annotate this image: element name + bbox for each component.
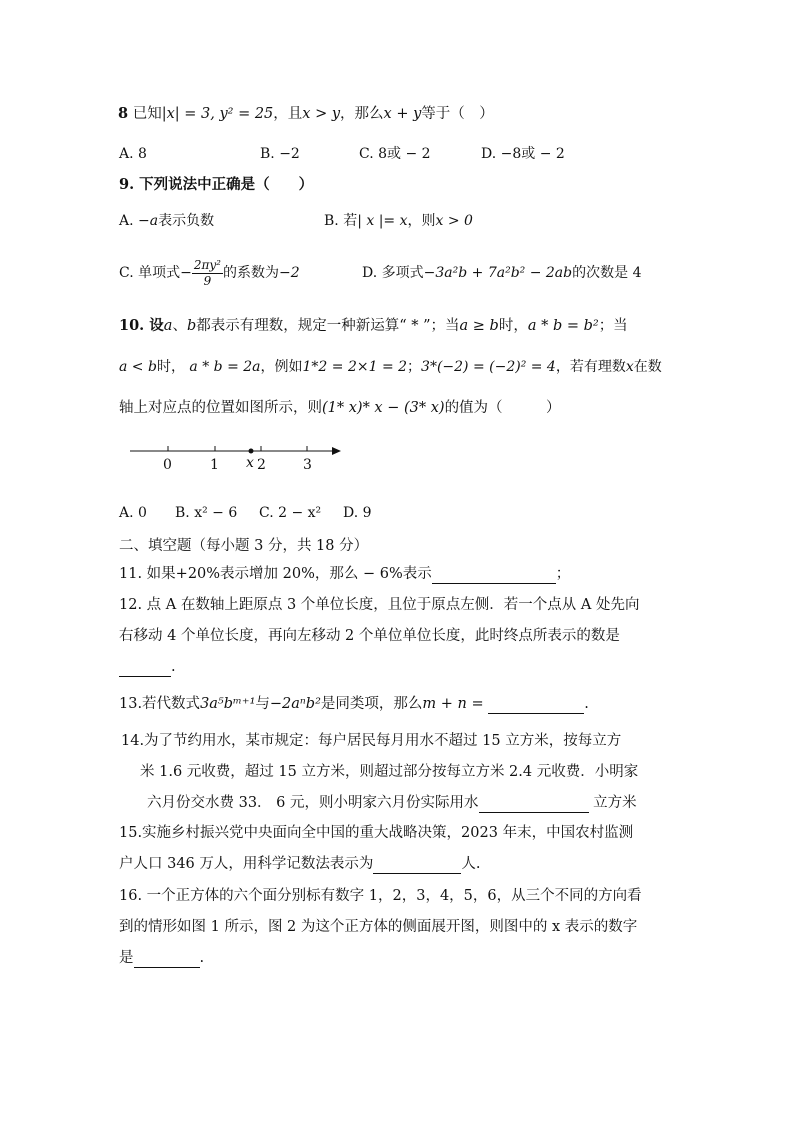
q8-option-a: A. 8 <box>119 146 147 162</box>
q10-option-c: C. 2 − x² <box>259 505 322 521</box>
q12-line-2: 右移动 4 个单位长度，再向左移动 2 个单位单位长度，此时终点所表示的数是 <box>119 628 620 644</box>
q12-line-1: 12. 点 A 在数轴上距原点 3 个单位长度，且位于原点左侧．若一个点从 A 处先向 <box>119 597 640 613</box>
q8-option-c: C. 8或 − 2 <box>359 146 431 162</box>
q9-stem: 9. 下列说法中正确是（ ） <box>119 176 314 193</box>
q9-option-c-value: −2 <box>278 265 300 281</box>
q10-line-2-a: 时， <box>156 359 185 375</box>
q16-line-3-b: . <box>199 950 205 966</box>
q10-line-3-b: 的值为（ ） <box>444 400 561 416</box>
numline-label-3: 3 <box>303 457 312 473</box>
q8-text-2: ，且 <box>273 106 303 122</box>
q13-tail: . <box>584 696 589 712</box>
q10-line-3 <box>119 398 561 418</box>
q9-option-d-math: −3a²b + 7a²b² − 2ab <box>423 265 573 281</box>
q9-option-c-fraction <box>192 258 223 289</box>
q13-text-a: 13.若代数式 <box>119 696 201 712</box>
q8-condition-2: x > y <box>302 106 341 122</box>
q9-option-c-label: C. 单项式 <box>119 265 181 281</box>
q14-line-1: 14.为了节约用水，某市规定：每户居民每月用水不超过 15 立方米，按每立方 <box>121 733 622 749</box>
q10-line-2-b: ，例如 <box>260 359 303 375</box>
q9-option-b-text: ，则 <box>407 213 436 229</box>
q11 <box>119 564 570 584</box>
q12-answer-blank[interactable] <box>119 660 171 677</box>
q13-text-b: 与 <box>255 696 270 712</box>
q10-line-2-d: ，若有理数 <box>555 359 626 375</box>
q10-line-1 <box>119 316 628 336</box>
q16-line-2: 到的情形如图 1 所示，图 2 为这个正方体的侧面展开图，则图中的 x 表示的数字 <box>119 919 638 935</box>
q16-answer-blank[interactable] <box>134 951 200 968</box>
q8-condition: |x| = 3, y² = 25 <box>161 106 274 122</box>
q14-answer-blank[interactable] <box>479 796 589 813</box>
q14-line-3-b: 立方米 <box>588 795 637 811</box>
q10-example-1: 1*2 = 2×1 = 2 <box>302 359 408 375</box>
q15-line-2-a: 户人口 346 万人，用科学记数法表示为 <box>119 856 374 872</box>
section-2-title: 二、填空题（每小题 3 分，共 18 分） <box>119 538 369 554</box>
q16-line-1: 16. 一个正方体的六个面分别标有数字 1，2，3，4，5，6，从三个不同的方向看 <box>119 888 642 904</box>
q10-var-a: a <box>163 318 173 334</box>
q9-option-b-label: B. 若 <box>324 213 358 229</box>
q15-line-2 <box>119 854 481 874</box>
q8-text-1: 已知 <box>132 106 162 122</box>
q16-line-3 <box>119 948 204 968</box>
q9-option-b-math-2: x > 0 <box>435 213 473 229</box>
numline-label-x: x <box>246 455 254 471</box>
q11-text: 11. 如果+20%表示增加 20%，那么 − 6%表示 <box>119 566 432 582</box>
q8-expression: x + y <box>383 106 422 122</box>
q9-option-c-text: 的系数为 <box>222 265 279 281</box>
q16-line-3-a: 是 <box>119 950 134 966</box>
q14-line-3-a: 六月份交水费 33． 6 元，则小明家六月份实际用水 <box>147 795 479 811</box>
q11-tail: ； <box>555 566 571 582</box>
q13-term-2: −2aⁿb² <box>269 696 321 712</box>
q8-text-4: 等于（ ） <box>421 106 494 122</box>
q9-option-b <box>324 211 473 231</box>
q11-answer-blank[interactable] <box>432 567 556 584</box>
q10-option-a: A. 0 <box>119 505 147 521</box>
q13-term-1: 3a⁵bᵐ⁺¹ <box>200 696 256 712</box>
q9-option-c-denominator: 9 <box>203 273 212 288</box>
q10-expression: (1* x)* x − (3* x) <box>322 400 445 416</box>
number-line-figure <box>125 440 355 480</box>
q13 <box>119 694 589 714</box>
q10-cond-2: a < b <box>119 359 157 375</box>
q10-line-1-c: 都表示有理数，规定一种新运算“ * ”；当 <box>196 318 460 334</box>
q9-option-d-label: D. 多项式 <box>362 265 424 281</box>
q10-line-2 <box>119 357 662 377</box>
q12-line-3 <box>119 657 176 677</box>
q10-line-1-d: 时， <box>498 318 528 334</box>
q10-option-b: B. x² − 6 <box>175 505 238 521</box>
q10-line-1-e: ；当 <box>598 318 628 334</box>
q9-option-a <box>119 211 214 231</box>
q9-option-c-numerator: 2πy² <box>193 257 221 272</box>
q10-example-2: 3*(−2) = (−2)² = 4 <box>421 359 556 375</box>
q15-answer-blank[interactable] <box>373 857 461 874</box>
q9-option-a-label: A. <box>119 213 134 229</box>
q8-option-b: B. −2 <box>260 146 300 162</box>
q9-option-a-text: 表示负数 <box>158 213 215 229</box>
q10-line-2-e: 在数 <box>633 359 662 375</box>
q10-option-d: D. 9 <box>343 505 372 521</box>
q8-number: 8 <box>118 105 129 122</box>
q8-text-3: ，那么 <box>340 106 384 122</box>
q10-line-1-a: 10. 设 <box>119 317 164 334</box>
q10-cond-1: a ≥ b <box>459 318 499 334</box>
q13-text-c: 是同类项，那么 <box>320 696 423 712</box>
q15-line-1: 15.实施乡村振兴党中央面向全中国的重大战略决策，2023 年末，中国农村监测 <box>119 825 634 841</box>
q8-option-d: D. −8或 − 2 <box>481 146 565 162</box>
point-x-dot <box>249 449 254 454</box>
q10-def-1: a * b = b² <box>527 318 599 334</box>
q9-option-c-minus: − <box>180 265 192 281</box>
q13-answer-blank[interactable] <box>488 697 584 714</box>
q9-option-a-math: −a <box>138 213 159 229</box>
q14-line-3 <box>147 793 637 813</box>
numline-label-1: 1 <box>210 457 219 473</box>
q9-option-d-text: 的次数是 4 <box>572 265 642 281</box>
q10-line-1-b: 、 <box>172 318 187 334</box>
numline-label-2: 2 <box>257 457 266 473</box>
q10-var-b: b <box>186 318 197 334</box>
q8-stem <box>118 104 494 124</box>
numline-label-0: 0 <box>163 457 172 473</box>
q10-line-2-c: ； <box>407 359 422 375</box>
q10-def-2: a * b = 2a <box>189 359 261 375</box>
q10-line-3-a: 轴上对应点的位置如图所示，则 <box>119 400 322 416</box>
q9-option-d <box>362 263 641 283</box>
q10-var-x: x <box>625 359 634 375</box>
q13-expression: m + n = <box>422 696 484 712</box>
q14-line-2: 米 1.6 元收费，超过 15 立方米，则超过部分按每立方米 2.4 元收费．小明家 <box>140 764 639 780</box>
q9-option-b-math: | x |= x <box>357 213 408 229</box>
q9-option-c <box>119 255 300 291</box>
q15-line-2-b: 人. <box>461 856 481 872</box>
q12-tail: . <box>171 659 176 675</box>
number-line-arrow-icon <box>332 447 341 455</box>
